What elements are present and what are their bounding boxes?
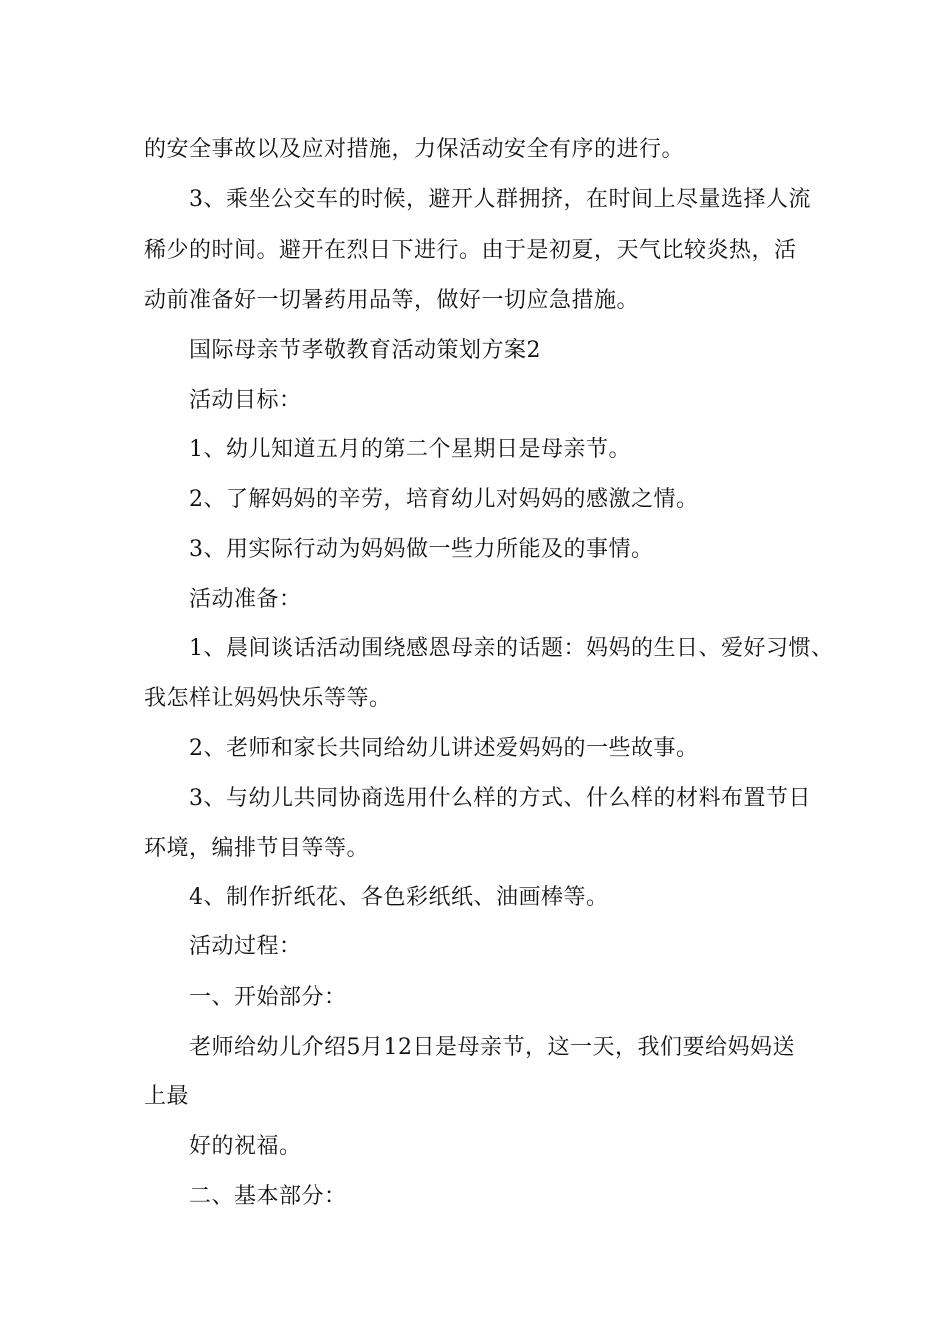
subsection-heading: 二、基本部分： [189, 1184, 347, 1209]
text-line: 我怎样让妈妈快乐等等。 [144, 686, 392, 711]
subsection-heading: 一、开始部分： [189, 985, 347, 1010]
text-line: 2、了解妈妈的辛劳，培育幼儿对妈妈的感激之情。 [189, 487, 699, 512]
text-line: 动前准备好一切暑药用品等，做好一切应急措施。 [144, 288, 640, 313]
text-line: 3、与幼儿共同协商选用什么样的方式、什么样的材料布置节日 [189, 786, 811, 811]
text-line: 1、幼儿知道五月的第二个星期日是母亲节。 [189, 437, 631, 462]
section-heading: 国际母亲节孝敬教育活动策划方案2 [189, 338, 541, 363]
text-line: 3、乘坐公交车的时候，避开人群拥挤，在时间上尽量选择人流 [189, 187, 811, 212]
text-line: 环境，编排节目等等。 [144, 836, 370, 861]
subsection-heading: 活动过程： [189, 934, 302, 959]
text-line: 老师给幼儿介绍5月12日是母亲节，这一天，我们要给妈妈送 [189, 1035, 795, 1060]
text-line: 上最 [144, 1084, 190, 1109]
text-line: 3、用实际行动为妈妈做一些力所能及的事情。 [189, 537, 654, 562]
text-line: 4、制作折纸花、各色彩纸纸、油画棒等。 [189, 885, 609, 910]
text-line: 1、晨间谈话活动围绕感恩母亲的话题：妈妈的生日、爱好习惯、 [189, 636, 834, 661]
text-line: 2、老师和家长共同给幼儿讲述爱妈妈的一些故事。 [189, 736, 699, 761]
text-line: 稀少的时间。避开在烈日下进行。由于是初夏，天气比较炎热，活 [144, 238, 797, 263]
subsection-heading: 活动目标： [189, 388, 302, 413]
text-line: 的安全事故以及应对措施，力保活动安全有序的进行。 [144, 137, 685, 162]
text-line: 好的祝福。 [189, 1134, 302, 1159]
subsection-heading: 活动准备： [189, 587, 302, 612]
